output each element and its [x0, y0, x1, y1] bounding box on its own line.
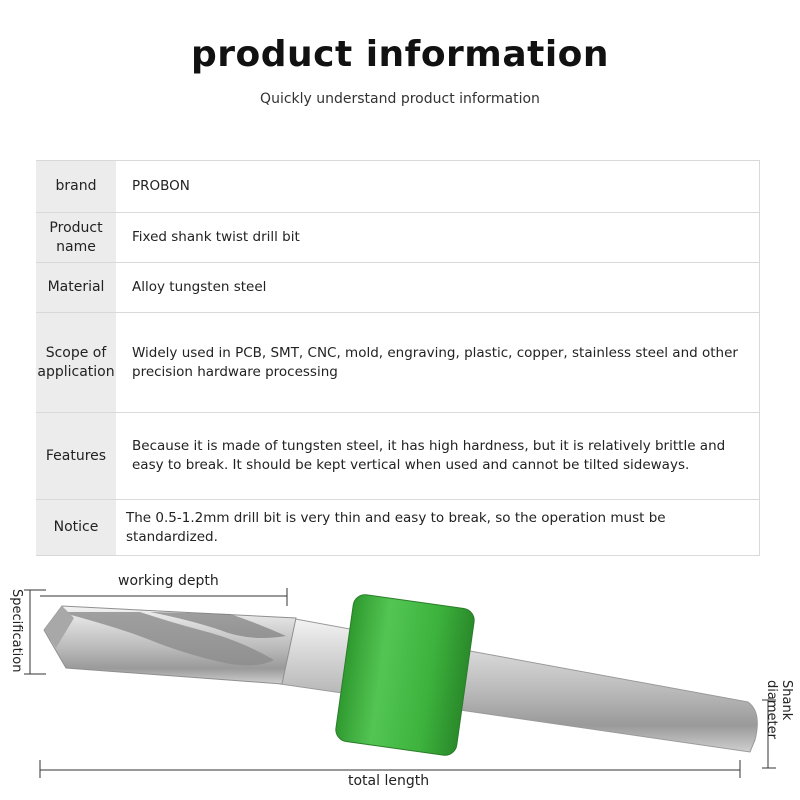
- row-label: Product name: [36, 213, 116, 262]
- specification-label: Specification: [9, 589, 24, 673]
- page-subtitle: Quickly understand product information: [260, 91, 540, 107]
- table-row: [36, 161, 760, 213]
- row-label: Notice: [36, 500, 116, 555]
- table-row: [36, 500, 760, 556]
- row-value: Fixed shank twist drill bit: [116, 213, 760, 262]
- row-label: Features: [36, 413, 116, 499]
- table-row: [36, 263, 760, 313]
- drill-bit-diagram: [0, 560, 800, 800]
- row-label: brand: [36, 161, 116, 212]
- row-value: The 0.5-1.2mm drill bit is very thin and easy to break, so the operation must be standardized.: [116, 500, 760, 555]
- row-value: Widely used in PCB, SMT, CNC, mold, engraving, plastic, copper, stainless steel and other precision hardware processing: [116, 313, 760, 412]
- product-info-table: [36, 160, 760, 556]
- total-length-label: total length: [348, 773, 430, 789]
- table-row: [36, 413, 760, 500]
- row-value: Alloy tungsten steel: [116, 263, 760, 312]
- page-title: product information: [190, 34, 610, 75]
- working-depth-label: working depth: [118, 573, 219, 589]
- depth-collar-ring: [334, 593, 475, 757]
- shank-diameter-label: Shank diameter: [764, 680, 794, 739]
- row-label: Material: [36, 263, 116, 312]
- row-label: Scope of application: [36, 313, 116, 412]
- table-row: [36, 213, 760, 263]
- row-value: PROBON: [116, 161, 760, 212]
- table-row: [36, 313, 760, 413]
- row-value: Because it is made of tungsten steel, it has high hardness, but it is relatively brittle and easy to break. It should be kept vertical when used and cannot be tilted sideways.: [116, 413, 760, 499]
